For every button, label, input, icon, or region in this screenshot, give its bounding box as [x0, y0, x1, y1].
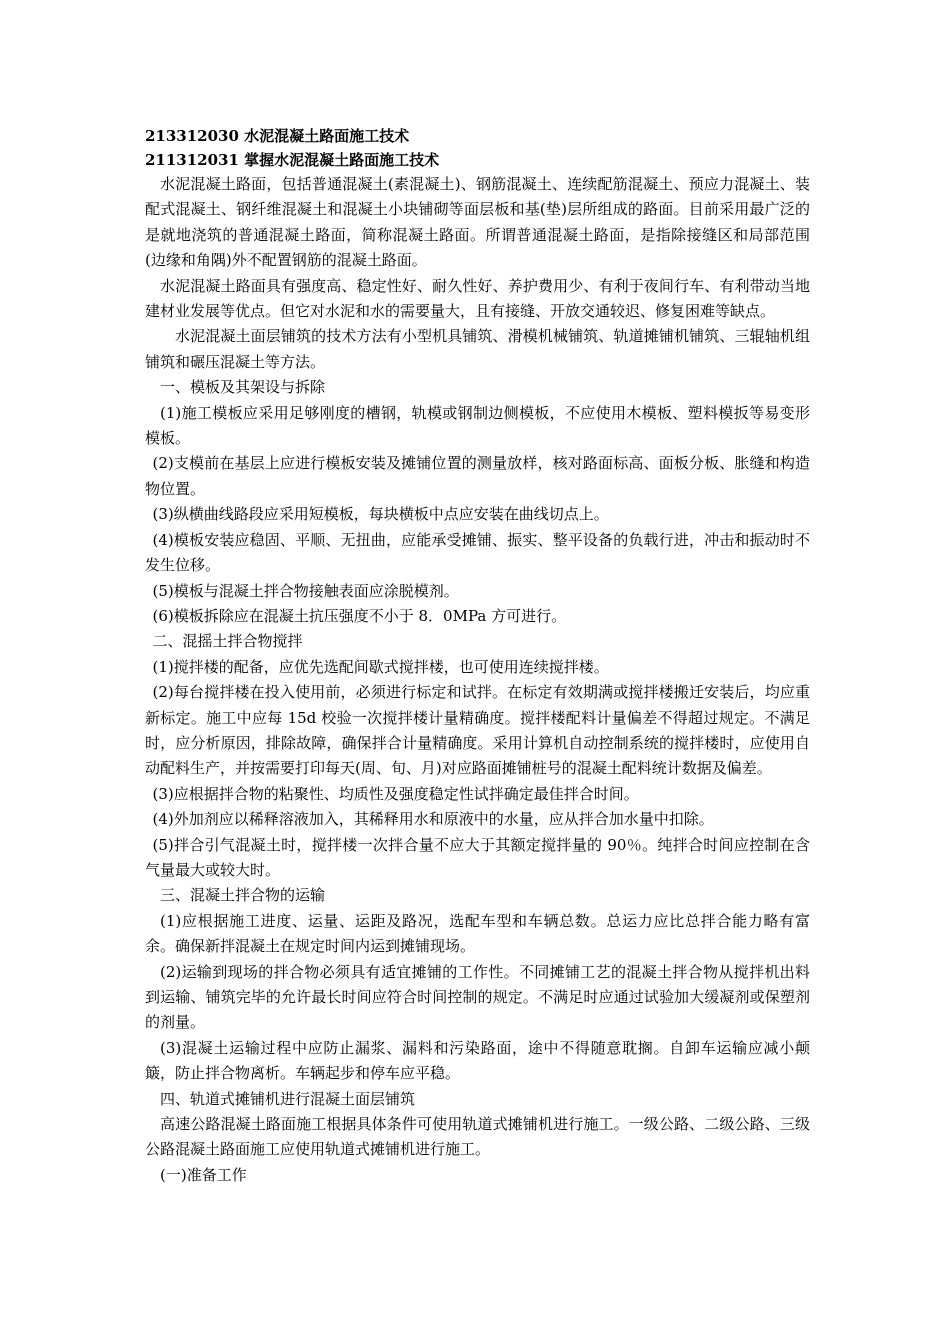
paragraph: (2)每台搅拌楼在投入使用前，必须进行标定和试拌。在标定有效期满或搅拌楼搬迁安装后，均应重新标定。施工中应每 15d 校验一次搅拌楼计量精确度。搅拌楼配料计量偏差不得超过规定。不满足时，应分析原因，排除故障，确保拌合计量精确度。采用计算机自动控制系统的搅拌楼时，应使用自动配料生产，并按需要打印每天(周、旬、月)对应路面摊铺桩号的混凝土配料统计数据及偏差。 [145, 683, 810, 778]
paragraph: (3)纵横曲线路段应采用短模板，每块横板中点应安装在曲线切点上。 [152, 505, 609, 524]
paragraph: 高速公路混凝土路面施工根据具体条件可使用轨道式摊铺机进行施工。一级公路、二级公路、三级公路混凝土路面施工应使用轨道式摊铺机进行施工。 [145, 1115, 810, 1159]
paragraph: (6)模板拆除应在混凝土抗压强度不小于 8．0MPa 方可进行。 [152, 606, 567, 625]
subsection-title: 211312031 掌握水泥混凝土路面施工技术 [145, 151, 440, 169]
paragraph: (1)应根据施工进度、运量、运距及路况，选配车型和车辆总数。总运力应比总拌合能力略有富余。确保新拌混凝土在规定时间内运到摊铺现场。 [145, 911, 810, 956]
paragraph: (3)应根据拌合物的粘聚性、均质性及强度稳定性试拌确定最佳拌合时间。 [152, 784, 639, 803]
paragraph: 三、混凝土拌合物的运输 [160, 886, 326, 905]
paragraph: (3)混凝土运输过程中应防止漏浆、漏料和污染路面，途中不得随意耽搁。自卸车运输应减小颠簸，防止拌合物离析。车辆起步和停车应平稳。 [145, 1038, 810, 1083]
paragraph: (5)模板与混凝土拌合物接触表面应涂脱模剂。 [152, 581, 459, 600]
paragraph: 四、轨道式摊铺机进行混凝土面层铺筑 [160, 1089, 416, 1108]
paragraph: (2)运输到现场的拌合物必须具有适宜摊铺的工作性。不同摊铺工艺的混凝土拌合物从搅拌机出料到运输、铺筑完毕的允许最长时间应符合时间控制的规定。不满足时应通过试验加大缓凝剂或保塑剂的剂量。 [145, 962, 810, 1032]
document-page [145, 124, 810, 1188]
paragraph: (5)拌合引气混凝土时，搅拌楼一次拌合量不应大于其额定搅拌量的 90％。纯拌合时间应控制在含气量最大或较大时。 [145, 835, 810, 879]
paragraph: 一、模板及其架设与拆除 [160, 378, 326, 397]
paragraph: 水泥混凝土路面，包括普通混凝土(素混凝土)、钢筋混凝土、连续配筋混凝土、预应力混凝土、装配式混凝土、钢纤维混凝土和混凝土小块铺砌等面层板和基(垫)层所组成的路面。目前采用最广泛的是就地浇筑的普通混凝土路面，简称混凝土路面。所谓普通混凝土路面，是指除接缝区和局部范围(边缘和角隅)外不配置钢筋的混凝土路面。 [145, 175, 810, 270]
paragraph: (2)支模前在基层上应进行模板安装及摊铺位置的测量放样，核对路面标高、面板分板、胀缝和构造物位置。 [145, 454, 810, 498]
body-text [145, 172, 810, 1188]
paragraph: 二、混摇土拌合物搅拌 [152, 632, 303, 651]
paragraph: 水泥混凝土面层铺筑的技术方法有小型机具铺筑、滑模机械铺筑、轨道摊铺机铺筑、三辊轴机组铺筑和碾压混凝土等方法。 [145, 327, 810, 371]
paragraph: (1)施工模板应采用足够刚度的槽钢，轨模或钢制边侧模板，不应使用木模板、塑料模扳等易变形模板。 [145, 403, 810, 448]
paragraph: (4)模板安装应稳固、平顺、无扭曲，应能承受摊铺、振实、整平设备的负载行进，冲击和振动时不发生位移。 [145, 530, 810, 575]
paragraph: (4)外加剂应以稀释溶液加入，其稀释用水和原液中的水量，应从拌合加水量中扣除。 [152, 810, 714, 829]
paragraph: 水泥混凝土路面具有强度高、稳定性好、耐久性好、养护费用少、有利于夜间行车、有利带动当地建材业发展等优点。但它对水泥和水的需要量大，且有接缝、开放交通较迟、修复困难等缺点。 [145, 276, 810, 321]
section-title: 213312030 水泥混凝土路面施工技术 [145, 127, 410, 145]
paragraph: (1)搅拌楼的配备，应优先选配间歇式搅拌楼，也可使用连续搅拌楼。 [152, 657, 609, 676]
paragraph: (一)准备工作 [160, 1165, 247, 1184]
